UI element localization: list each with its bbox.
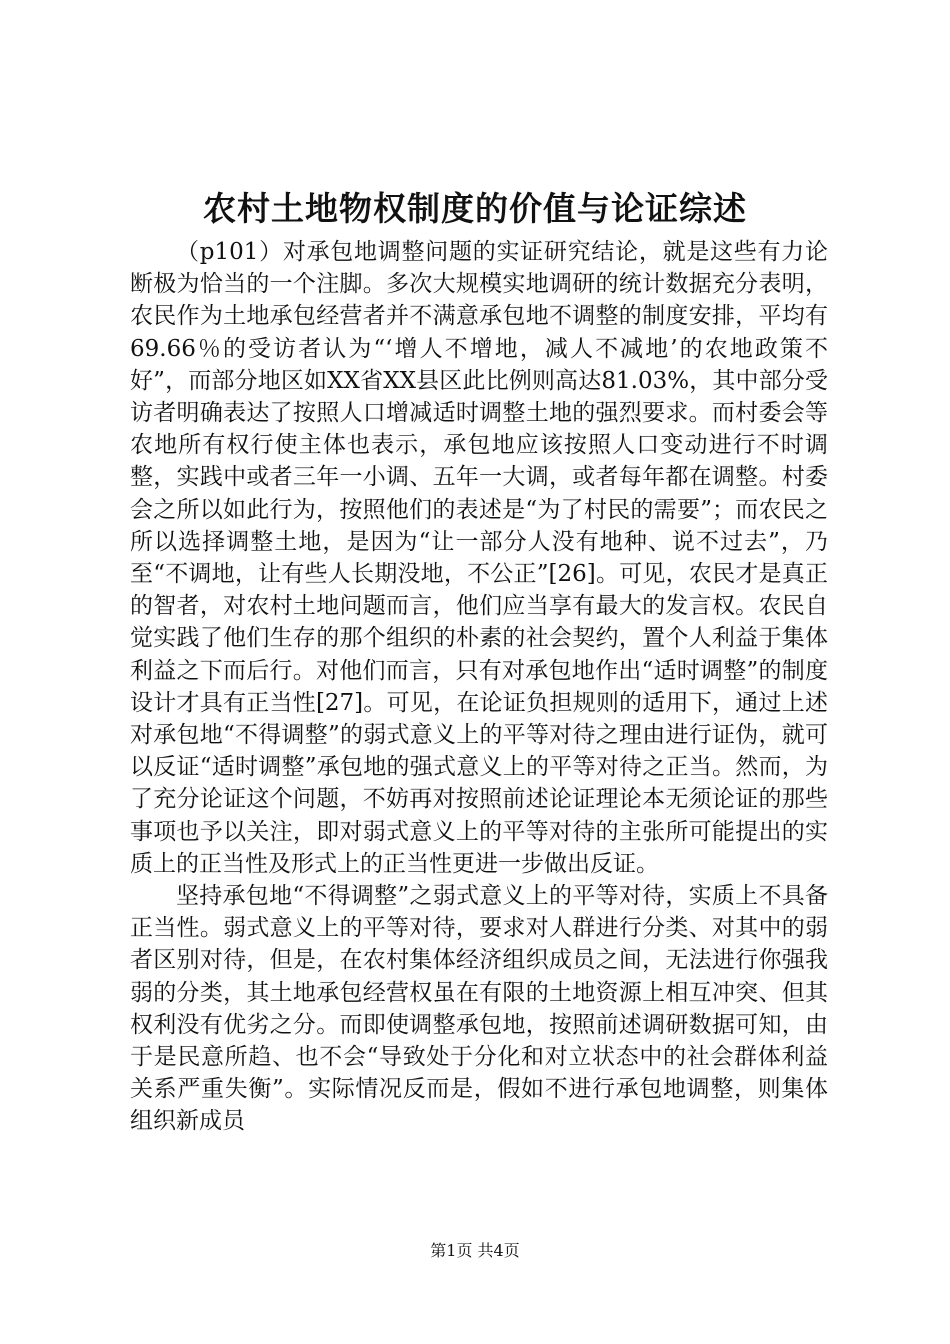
document-body <box>130 236 828 1138</box>
body-paragraph-1: （p101）对承包地调整问题的实证研究结论，就是这些有力论断极为恰当的一个注脚。多次大规模实地调研的统计数据充分表明，农民作为土地承包经营者并不满意承包地不调整的制度安排，平均有69.66％的受访者认为“‘增人不增地，减人不减地’的农地政策不好”，而部分地区如XX省XX县区此比例则高达81.03%，其中部分受访者明确表达了按照人口增减适时调整土地的强烈要求。而村委会等农地所有权行使主体也表示，承包地应该按照人口变动进行不时调整，实践中或者三年一小调、五年一大调，或者每年都在调整。村委会之所以如此行为，按照他们的表述是“为了村民的需要”；而农民之所以选择调整土地，是因为“让一部分人没有地种、说不过去”，乃至“不调地，让有些人长期没地，不公正”[26]。可见，农民才是真正的智者，对农村土地问题而言，他们应当享有最大的发言权。农民自觉实践了他们生存的那个组织的朴素的社会契约，置个人利益于集体利益之下而后行。对他们而言，只有对承包地作出“适时调整”的制度设计才具有正当性[27]。可见，在论证负担规则的适用下，通过上述对承包地“不得调整”的弱式意义上的平等对待之理由进行证伪，就可以反证“适时调整”承包地的强式意义上的平等对待之正当。然而，为了充分论证这个问题，不妨再对按照前述论证理论本无须论证的那些事项也予以关注，即对弱式意义上的平等对待的主张所可能提出的实质上的正当性及形式上的正当性更进一步做出反证。 <box>130 239 828 877</box>
document-title: 农村土地物权制度的价值与论证综述 <box>203 189 747 228</box>
page-number-indicator: 第1页 共4页 <box>430 1241 520 1260</box>
page-footer <box>0 1240 950 1262</box>
body-paragraph-2: 坚持承包地“不得调整”之弱式意义上的平等对待，实质上不具备正当性。弱式意义上的平等对待，要求对人群进行分类、对其中的弱者区别对待，但是，在农村集体经济组织成员之间，无法进行你强我弱的分类，其土地承包经营权虽在有限的土地资源上相互冲突、但其权利没有优劣之分。而即使调整承包地，按照前述调研数据可知，由于是民意所趋、也不会“导致处于分化和对立状态中的社会群体利益关系严重失衡”。实际情况反而是，假如不进行承包地调整，则集体组织新成员 <box>130 883 828 1135</box>
